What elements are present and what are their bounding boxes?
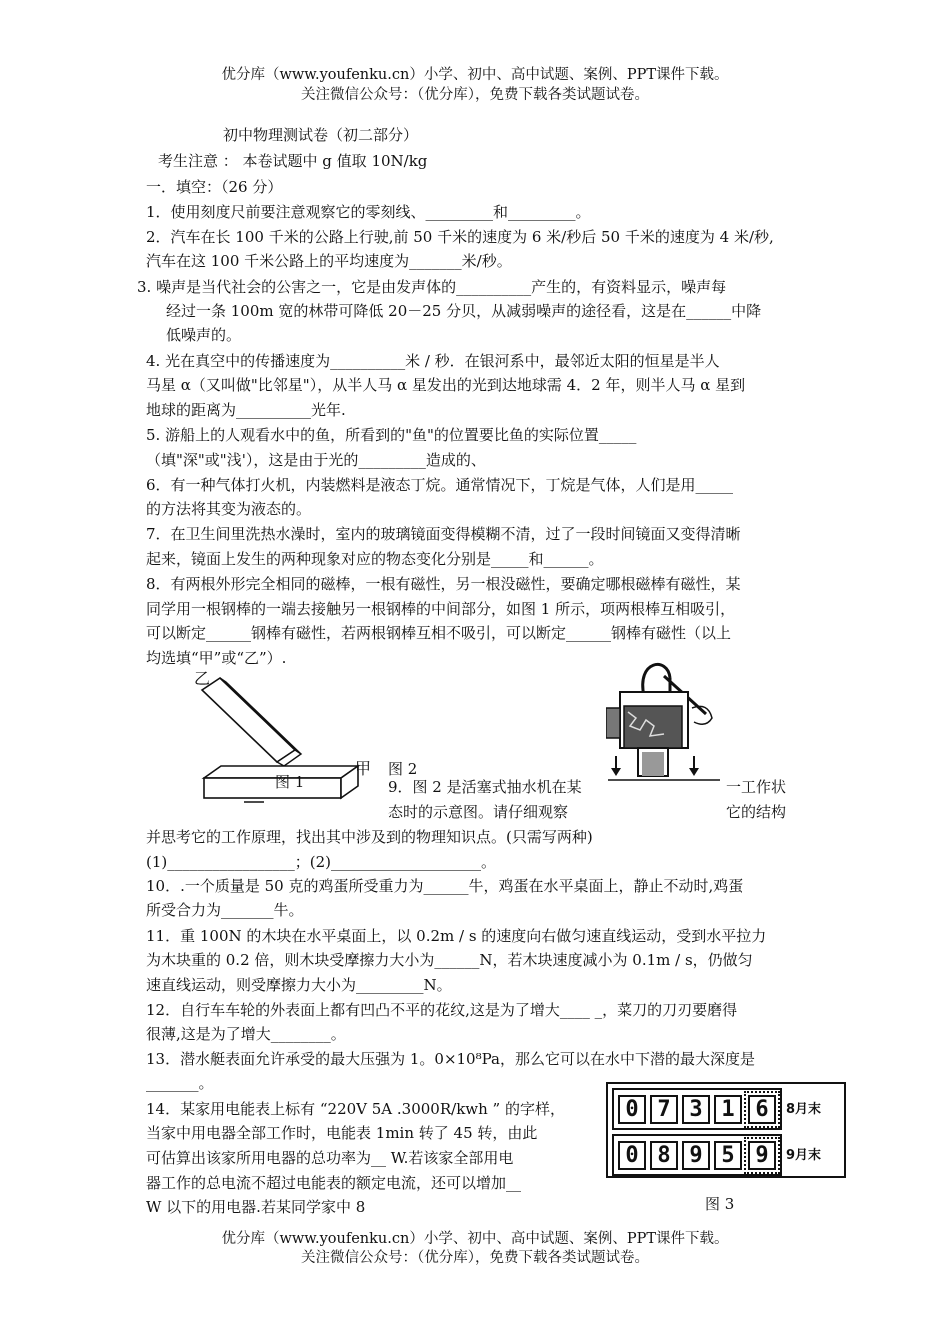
- meter-digit: 0: [618, 1141, 646, 1170]
- q9-line-1-right: 一工作状: [726, 778, 787, 796]
- q4-line-2: 马星 α（又叫做"比邻星"），从半人马 α 星发出的光到达地球需 4．2 年，则半人马 α 星到: [146, 376, 746, 394]
- figure-1-caption: 图 1: [275, 773, 305, 791]
- figure-3-caption: 图 3: [705, 1195, 735, 1213]
- footer-line-1: 优分库（www.youfenku.cn）小学、初中、高中试题、案例、PPT课件下载。: [221, 1231, 729, 1247]
- figure-2-piston-pump: [606, 656, 722, 788]
- q7-line-1: 7．在卫生间里洗热水澡时，室内的玻璃镜面变得模糊不清，过了一段时间镜面又变得清晰: [146, 525, 741, 543]
- meter-digit-decimal: 6: [748, 1095, 776, 1124]
- meter-digit: 9: [682, 1141, 710, 1170]
- q4-line-3: 地球的距离为__________光年.: [146, 401, 346, 419]
- q8-line-3: 可以断定______钢棒有磁性，若两根钢棒互相不吸引，可以断定______钢棒有磁性（以上: [146, 624, 732, 642]
- q10-line-2: 所受合力为_______牛。: [146, 901, 304, 919]
- meter-digit: 1: [714, 1095, 742, 1124]
- header-line-2: 关注微信公众号：（优分库），免费下载各类试题试卷。: [301, 87, 649, 103]
- q14-line-3: 可估算出该家所用电器的总功率为__ W.若该家全部用电: [146, 1149, 514, 1167]
- q6-line-2: 的方法将其变为液态的。: [146, 500, 312, 518]
- q3-line-1: 3. 噪声是当代社会的公害之一，它是由发声体的__________产生的，有资料显示，噪声每: [137, 278, 727, 296]
- q11-line-1: 11．重 100N 的木块在水平桌面上，以 0.2m / s 的速度向右做匀速直线运动，受到水平拉力: [146, 927, 767, 945]
- meter-row-august: [612, 1088, 782, 1130]
- q8-line-2: 同学用一根钢棒的一端去接触另一根钢棒的中间部分，如图 1 所示，项两根棒互相吸引，: [146, 600, 736, 618]
- q9-line-4: (1)_________________；(2)____________________。: [146, 853, 496, 871]
- exam-title: 初中物理测试卷（初二部分）: [223, 126, 419, 144]
- q8-line-4: 均选填“甲”或“乙”）.: [146, 649, 287, 667]
- q13-line-2: _______。: [146, 1074, 214, 1092]
- meter-row-label: 8月末: [786, 1102, 822, 1117]
- meter-digit: 8: [650, 1141, 678, 1170]
- figure-1-label-yi: 乙: [194, 669, 211, 688]
- q14-line-1: 14．某家用电能表上标有 “220V 5A .3000R/kwh ” 的字样，: [146, 1100, 565, 1118]
- q9-line-1-left: 9．图 2 是活塞式抽水机在某: [388, 778, 582, 796]
- q10-line-1: 10．.一个质量是 50 克的鸡蛋所受重力为______牛，鸡蛋在水平桌面上，静止不动时,鸡蛋: [146, 877, 744, 895]
- q3-line-3: 低噪声的。: [166, 326, 242, 344]
- q8-line-1: 8．有两根外形完全相同的磁棒，一根有磁性，另一根没磁性，要确定哪根磁棒有磁性，某: [146, 575, 741, 593]
- section-heading: 一．填空：（26 分）: [146, 178, 283, 196]
- q12-line-2: 很薄,这是为了增大________。: [146, 1025, 346, 1043]
- meter-digit: 7: [650, 1095, 678, 1124]
- meter-row-label: 9月末: [786, 1148, 822, 1163]
- q3-line-2: 经过一条 100m 宽的林带可降低 20－25 分贝，从减弱噪声的途径看，这是在______中降: [166, 302, 762, 320]
- figure-2-caption: 图 2: [388, 760, 418, 778]
- q14-line-5: W 以下的用电器.若某同学家中 8: [146, 1198, 366, 1216]
- q9-line-3: 并思考它的工作原理，找出其中涉及到的物理知识点。(只需写两种): [146, 828, 593, 846]
- q4-line-1: 4. 光在真空中的传播速度为__________米 / 秒．在银河系中，最邻近太阳的恒星是半人: [146, 352, 720, 370]
- q6-line-1: 6．有一种气体打火机，内装燃料是液态丁烷。通常情况下，丁烷是气体，人们是用_____: [146, 476, 734, 494]
- meter-digit: 3: [682, 1095, 710, 1124]
- meter-digit: 5: [714, 1141, 742, 1170]
- header-line-1: 优分库（www.youfenku.cn）小学、初中、高中试题、案例、PPT课件下载。: [221, 67, 729, 83]
- q11-line-3: 速直线运动，则受摩擦力大小为_________N。: [146, 976, 452, 994]
- q5-line-1: 5. 游船上的人观看水中的鱼，所看到的"鱼"的位置要比鱼的实际位置_____: [146, 426, 637, 444]
- q5-line-2: （填"深"或"浅'），这是由于光的_________造成的、: [146, 451, 486, 469]
- q2-line-2: 汽车在这 100 千米公路上的平均速度为_______米/秒。: [146, 252, 512, 270]
- meter-digit: 0: [618, 1095, 646, 1124]
- q9-line-2-left: 态时的示意图。请仔细观察: [388, 803, 569, 821]
- q12-line-1: 12．自行车车轮的外表面上都有凹凸不平的花纹,这是为了增大____ _，菜刀的刀刃要磨得: [146, 1001, 738, 1019]
- q13-line-1: 13．潜水艇表面允许承受的最大压强为 1。0×10⁸Pa，那么它可以在水中下潜的最大深度是: [146, 1050, 755, 1068]
- q1-line: 1．使用刻度尺前要注意观察它的零刻线、_________和_________。: [146, 203, 591, 221]
- q9-line-2-right: 它的结构: [726, 803, 787, 821]
- meter-row-september: [612, 1134, 782, 1176]
- footer-line-2: 关注微信公众号：（优分库），免费下载各类试题试卷。: [301, 1250, 649, 1266]
- q2-line-1: 2．汽车在长 100 千米的公路上行驶,前 50 千米的速度为 6 米/秒后 50 千米的速度为 4 米/秒,: [146, 228, 774, 246]
- figure-1-label-jia: 甲: [355, 759, 372, 778]
- figure-3-meter-readings: [606, 1082, 846, 1178]
- meter-digit-decimal: 9: [748, 1141, 776, 1170]
- q14-line-2: 当家中用电器全部工作时，电能表 1min 转了 45 转，由此: [146, 1124, 538, 1142]
- exam-notice: 考生注意 ： 本卷试题中 g 值取 10N/kg: [158, 152, 428, 170]
- q11-line-2: 为木块重的 0.2 倍，则木块受摩擦力大小为______N，若木块速度减小为 0.1m / s，仍做匀: [146, 951, 753, 969]
- q14-line-4: 器工作的总电流不超过电能表的额定电流，还可以增加__: [146, 1174, 522, 1192]
- q7-line-2: 起来，镜面上发生的两种现象对应的物态变化分别是_____和______。: [146, 550, 604, 568]
